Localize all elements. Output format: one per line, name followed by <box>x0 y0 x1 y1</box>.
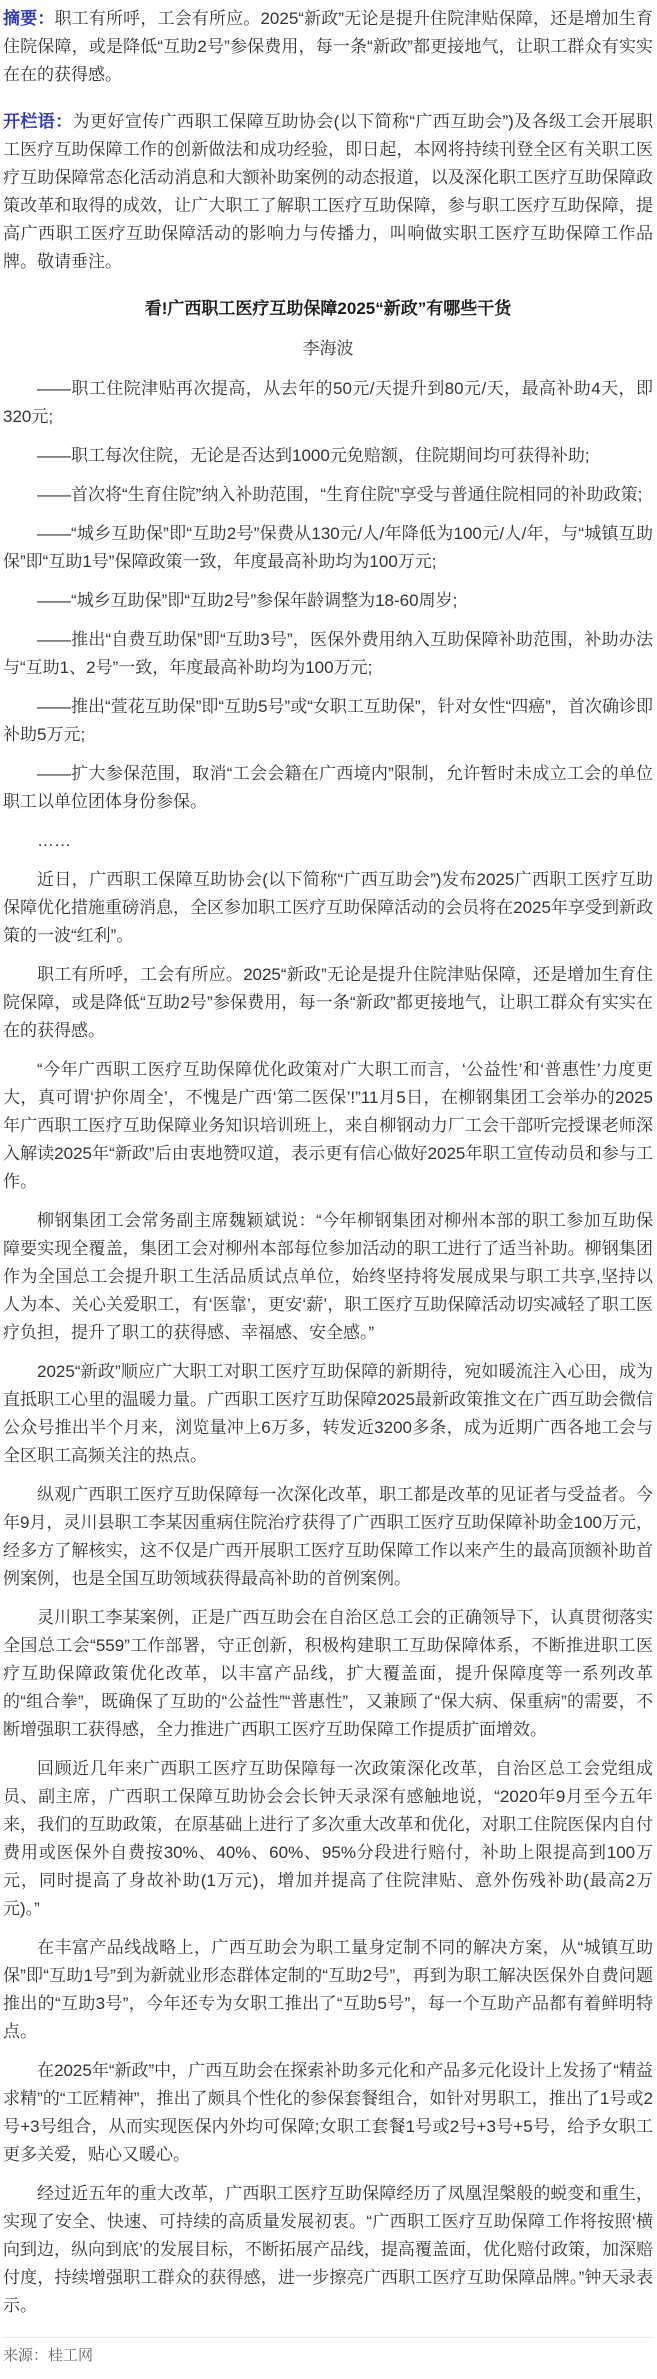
article-paragraph: ——职工住院津贴再次提高，从去年的50元/天提升到80元/天，最高补助4天，即320元; <box>3 379 653 426</box>
article-title: 看!广西职工医疗互助保障2025“新政”有哪些干货 <box>144 299 512 318</box>
article-paragraph: 回顾近几年来广西职工医疗互助保障每一次政策深化改革，自治区总工会党组成员、副主席，广西职工保障互助协会会长钟天录深有感触地说，“2020年9月至今五年来，我们的互助政策，在原基础上进行了多次重大改革和优化，对职工住院医保内自付费用或医保外自费按30%、40%、60%、95%分段进行赔付，补助上限提高到100万元，同时提高了身故补助(1万元)，增加并提高了住院津贴、意外伤残补助(最高2万元)。” <box>3 1759 653 1918</box>
source-line: 来源：桂工网 <box>3 2347 94 2364</box>
column-note-text: 为更好宣传广西职工保障互助协会(以下简称“广西互助会”)及各级工会开展职工医疗互助保障工作的创新做法和成功经验，即日起，本网将持续刊登全区有关职工医疗互助保障常态化活动消息和大额补助案例的动态报道，以及深化职工医疗互助保障政策改革和取得的成效，让广大职工了解职工医疗互助保障，参与职工医疗互助保障，提高广西职工医疗互助保障活动的影响力与传播力，叫响做实职工医疗互助保障工作品牌。敬请垂注。 <box>3 112 653 271</box>
article-paragraph: ——推出“自费互助保”即“互助3号”，医保外费用纳入互助保障补助范围，补助办法与“互助1、2号”一致，年度最高补助均为100万元; <box>3 630 653 677</box>
article-paragraph: ——首次将“生育住院”纳入补助范围，“生育住院”享受与普通住院相同的补助政策; <box>37 485 643 504</box>
article-paragraph: ——扩大参保范围，取消“工会会籍在广西境内”限制，允许暂时未成立工会的单位职工以单位团体身份参保。 <box>3 764 653 811</box>
article-paragraph: 近日，广西职工保障互助协会(以下简称“广西互助会”)发布2025广西职工医疗互助保障优化措施重磅消息，全区参加职工医疗互助保障活动的会员将在2025年享受到新政策的一波“红利”。 <box>3 870 653 945</box>
article-paragraph: 在2025年“新政”中，广西互助会在探索补助多元化和产品多元化设计上发扬了“精益求精”的“工匠精神”，推出了颇具个性化的参保套餐组合，如针对男职工，推出了1号或2号+3号组合，从而实现医保内外均可保障;女职工套餐1号或2号+3号+5号，给予女职工更多关爱，贴心又暖心。 <box>3 2061 653 2164</box>
column-note-label: 开栏语： <box>3 112 73 131</box>
article-paragraph-ellipsis: …… <box>37 831 71 850</box>
article-paragraph: 职工有所呼，工会有所应。2025“新政”无论是提升住院津贴保障，还是增加生育住院保障，或是降低“互助2号”参保费用，每一条“新政”都更接地气，让职工群众有实实在在的获得感。 <box>3 965 653 1040</box>
article-paragraph: ——推出“萱花互助保”即“互助5号”或“女职工互助保”，针对女性“四癌”，首次确诊即补助5万元; <box>3 697 653 744</box>
article-paragraph: 纵观广西职工医疗互助保障每一次深化改革，职工都是改革的见证者与受益者。今年9月，灵川县职工李某因重病住院治疗获得了广西职工医疗互助保障补助金100万元，经多方了解核实，这不仅是广西开展职工医疗互助保障工作以来产生的最高顶额补助首例案例，也是全国互助领域获得最高补助的首例案例。 <box>3 1485 653 1588</box>
article-paragraph: ——“城乡互助保”即“互助2号”保费从130元/人/年降低为100元/人/年，与“城镇互助保”即“互助1号”保障政策一致，年度最高补助均为100万元; <box>3 524 653 571</box>
article-paragraph: 经过近五年的重大改革，广西职工医疗互助保障经历了凤凰涅槃般的蜕变和重生，实现了安全、快速、可持续的高质量发展初衷。“广西职工医疗互助保障工作将按照‘横向到边，纵向到底’的发展目标，不断拓展产品线，提高覆盖面，优化赔付政策，加深赔付度，持续增强职工群众的获得感，进一步擦亮广西职工医疗互助保障品牌。”钟天录表示。 <box>3 2184 653 2315</box>
article-paragraph: 灵川职工李某案例，正是广西互助会在自治区总工会的正确领导下，认真贯彻落实全国总工会“559”工作部署，守正创新，积极构建职工互助保障体系，不断推进职工医疗互助保障政策优化改革，以丰富产品线，扩大覆盖面，提升保障度等一系列改革的“组合拳”，既确保了互助的“公益性”“普惠性”，又兼顾了“保大病、保重病”的需要，不断增强职工获得感，全力推进广西职工医疗互助保障工作提质扩面增效。 <box>3 1608 653 1739</box>
article-paragraph: ——职工每次住院，无论是否达到1000元免赔额，住院期间均可获得补助; <box>37 446 590 465</box>
abstract-paragraph <box>3 5 653 89</box>
abstract-label: 摘要： <box>3 9 55 28</box>
article-paragraph: 柳钢集团工会常务副主席魏颖斌说：“今年柳钢集团对柳州本部的职工参加互助保障要实现全覆盖，集团工会对柳州本部每位参加活动的职工进行了适当补助。柳钢集团作为全国总工会提升职工生活品质试点单位，始终坚持将发展成果与职工共享,坚持以人为本、关心关爱职工，有‘医靠’，更安‘薪’，职工医疗互助保障活动切实减轻了职工医疗负担，提升了职工的获得感、幸福感、安全感。” <box>3 1211 653 1342</box>
article-paragraph: “今年广西职工医疗互助保障优化政策对广大职工而言，‘公益性’和‘普惠性’力度更大，真可谓‘护你周全’，不愧是广西‘第二医保’!”11月5日，在柳钢集团工会举办的2025年广西职工医疗互助保障业务知识培训班上，来自柳钢动力厂工会干部听完授课老师深入解读2025年“新政”后由衷地赞叹道，表示更有信心做好2025年职工宣传动员和参与工作。 <box>3 1060 653 1191</box>
column-note-paragraph <box>3 108 653 276</box>
article-paragraph: 2025“新政”顺应广大职工对职工医疗互助保障的新期待，宛如暖流注入心田，成为直抵职工心里的温暖力量。广西职工医疗互助保障2025最新政策推文在广西互助会微信公众号推出半个月来，浏览量冲上6万多，转发近3200多条，成为近期广西各地工会与全区职工高频关注的热点。 <box>3 1362 653 1465</box>
article-paragraph: ——“城乡互助保”即“互助2号”参保年龄调整为18-60周岁; <box>37 591 458 610</box>
article-author: 李海波 <box>302 339 354 358</box>
abstract-text: 职工有所呼，工会有所应。2025“新政”无论是提升住院津贴保障，还是增加生育住院保障，或是降低“互助2号”参保费用，每一条“新政”都更接地气，让职工群众有实实在在的获得感。 <box>3 9 654 84</box>
source-section <box>3 2337 653 2379</box>
article-paragraph: 在丰富产品线战略上，广西互助会为职工量身定制不同的解决方案，从“城镇互助保”即“互助1号”到为新就业形态群体定制的“互助2号”，再到为职工解决医保外自费问题推出的“互助3号”，今年还专为女职工推出了“互助5号”，每一个互助产品都有着鲜明特点。 <box>3 1938 653 2041</box>
